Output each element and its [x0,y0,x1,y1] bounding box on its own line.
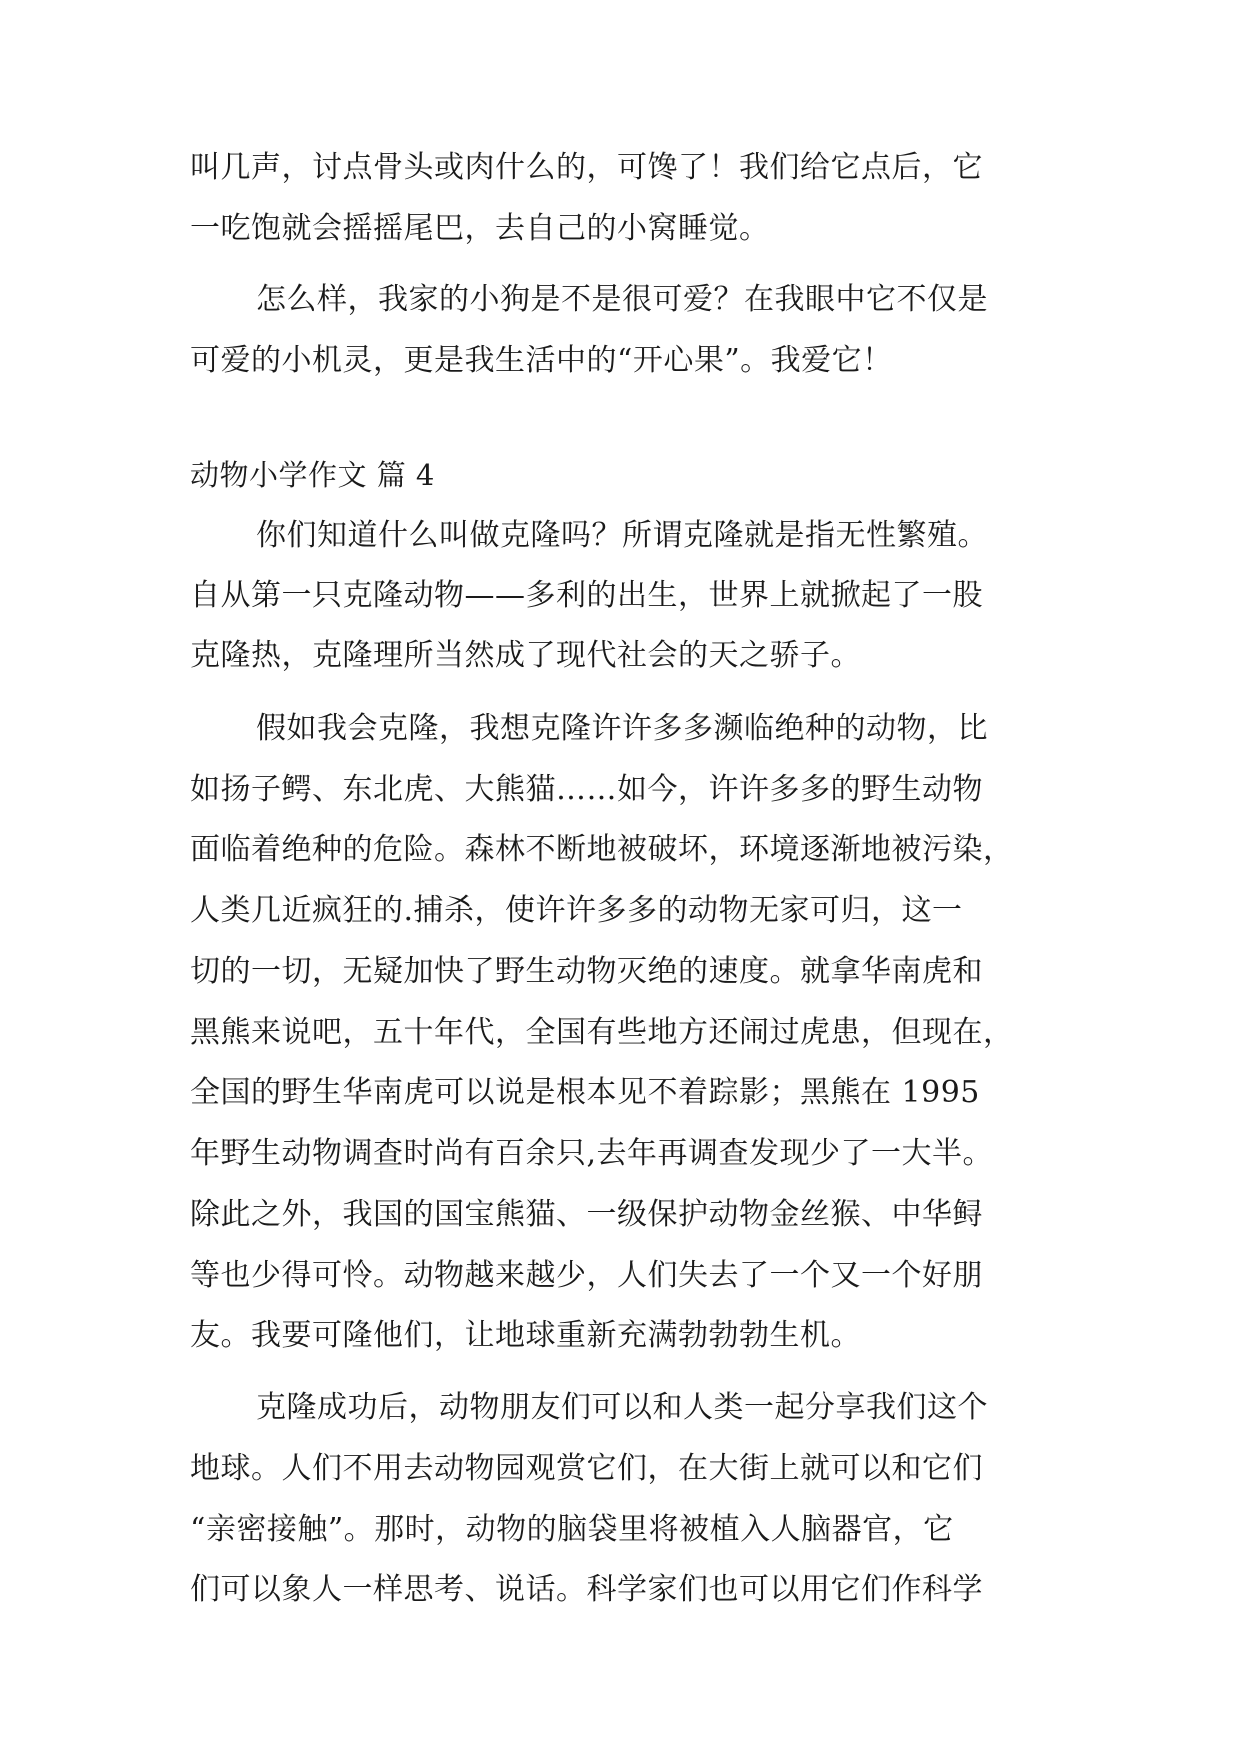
text-line: 叫几声，讨点骨头或肉什么的，可馋了！我们给它点后，它 [190,150,983,185]
text-line: 们可以象人一样思考、说话。科学家们也可以用它们作科学 [190,1572,983,1607]
text-line: 可爱的小机灵，更是我生活中的“开心果”。我爱它！ [190,343,893,378]
text-line: 年野生动物调查时尚有百余只,去年再调查发现少了一大半。 [190,1136,994,1171]
text-line: 你们知道什么叫做克隆吗？所谓克隆就是指无性繁殖。 [256,518,988,553]
text-line: 如扬子鳄、东北虎、大熊猫……如今，许许多多的野生动物 [190,772,983,807]
text-line: “亲密接触”。那时，动物的脑袋里将被植入人脑器官，它 [190,1512,954,1547]
text-line: 黑熊来说吧，五十年代，全国有些地方还闹过虎患，但现在， [190,1015,1014,1050]
text-line: 友。我要可隆他们，让地球重新充满勃勃勃生机。 [190,1318,861,1353]
text-line: 切的一切，无疑加快了野生动物灭绝的速度。就拿华南虎和 [190,954,983,989]
text-line: 全国的野生华南虎可以说是根本见不着踪影；黑熊在 1995 [190,1075,980,1110]
text-line: 自从第一只克隆动物——多利的出生，世界上就掀起了一股 [190,578,983,613]
text-line: 克隆热，克隆理所当然成了现代社会的天之骄子。 [190,638,861,673]
text-line: 怎么样，我家的小狗是不是很可爱？在我眼中它不仅是 [256,282,988,317]
text-line: 克隆成功后，动物朋友们可以和人类一起分享我们这个 [256,1390,988,1425]
text-line: 除此之外，我国的国宝熊猫、一级保护动物金丝猴、中华鲟 [190,1197,983,1232]
text-line: 假如我会克隆，我想克隆许许多多濒临绝种的动物，比 [256,711,988,746]
text-line: 人类几近疯狂的.捕杀，使许许多多的动物无家可归，这一 [190,893,963,928]
text-line: 地球。人们不用去动物园观赏它们，在大街上就可以和它们 [190,1451,983,1486]
text-line: 等也少得可怜。动物越来越少，人们失去了一个又一个好朋 [190,1258,983,1293]
text-line: 面临着绝种的危险。森林不断地被破坏，环境逐渐地被污染， [190,832,1014,867]
text-line: 一吃饱就会摇摇尾巴，去自己的小窝睡觉。 [190,211,770,246]
section-heading: 动物小学作文 篇 4 [190,458,435,492]
